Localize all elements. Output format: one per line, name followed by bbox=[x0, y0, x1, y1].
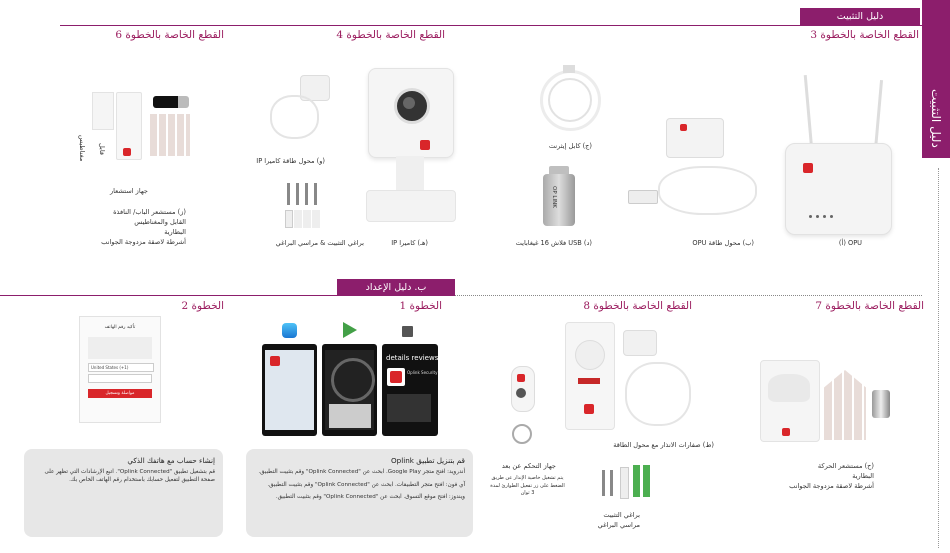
step2-phone-screenshot bbox=[79, 316, 161, 423]
side-tab bbox=[922, 0, 950, 158]
step2-info-box bbox=[24, 449, 223, 537]
item-d-label: (د) USB فلاش 16 غيغابايت bbox=[515, 239, 592, 247]
step8-screws-line-1: براغي التثبيت bbox=[603, 511, 640, 519]
camera-adapter-image bbox=[262, 70, 332, 145]
receiver-label: قابل bbox=[98, 143, 106, 155]
ios-phone-screenshot bbox=[262, 344, 317, 436]
top-banner-text: دليل التثبيت bbox=[836, 11, 884, 22]
step3-heading: القطع الخاصة بالخطوة 3 bbox=[810, 29, 919, 41]
step8-heading: القطع الخاصة بالخطوة 8 bbox=[583, 300, 692, 312]
side-tab-label: دليل التثبيت bbox=[929, 89, 943, 148]
step1-android-text: أندرويد: افتح متجر Google Play. ابحث عن "Oplink Connected" وقم بتثبيت التطبيق. bbox=[258, 469, 465, 475]
magnet-label: مغناطيس bbox=[78, 135, 86, 162]
step6-line-4: أشرطة لاصقة مزدوجة الجوانب bbox=[101, 238, 186, 246]
remote-title: جهاز التحكم عن بعد bbox=[501, 462, 556, 470]
step1-box-title: قم بتنزيل تطبيق Oplink bbox=[391, 456, 465, 465]
app-store-icon bbox=[282, 323, 297, 338]
step8-screws-image bbox=[600, 465, 655, 505]
middle-rule-left bbox=[0, 295, 455, 296]
step2-heading: الخطوة 2 bbox=[181, 300, 224, 312]
step2-phone-header: تأكيد رقم الهاتف bbox=[104, 325, 136, 330]
step6-line-1: (ز) مستشعر الباب/ النافذة bbox=[113, 208, 186, 216]
step2-body-text: قم بتشغيل تطبيق "Oplink Connected". اتبع الإرشادات التي تظهر على صفحة التطبيق لتفعيل حسابك باستخدام رقم الهاتف الخاص بك. bbox=[44, 469, 215, 483]
item-a-label: OPU (أ) bbox=[838, 239, 862, 247]
step7-line-2: البطارية bbox=[852, 472, 874, 480]
step2-country-field[interactable]: United States (+1) bbox=[88, 363, 154, 372]
side-dotted-rule bbox=[938, 168, 939, 548]
step4-heading: القطع الخاصة بالخطوة 4 bbox=[336, 29, 445, 41]
remote-desc: يتم تشغيل خاصية الإنذار عن طريق الضغط على زر تفعيل الطوارئ لمدة 3 ثوان bbox=[490, 475, 565, 496]
step1-heading: الخطوة 1 bbox=[399, 300, 442, 312]
section-b-banner bbox=[337, 279, 455, 295]
step6-line-2: القابل والمغناطيس bbox=[134, 218, 186, 226]
top-banner bbox=[800, 8, 920, 25]
item-f-label: (و) محول طاقة كاميرا IP bbox=[256, 157, 325, 165]
step7-line-1: (ح) مستشعر الحركة bbox=[817, 462, 874, 470]
store-details-text: details reviews bbox=[386, 354, 439, 362]
top-rule bbox=[60, 25, 922, 26]
store-app-name: Oplink Security bbox=[407, 370, 438, 375]
windows-phone-screenshot bbox=[382, 344, 438, 436]
opu-adapter-image bbox=[628, 118, 758, 233]
remote-image bbox=[508, 366, 538, 446]
step2-continue-button[interactable]: مواصلة وتسجيل bbox=[88, 389, 152, 398]
motion-sensor-image bbox=[760, 360, 895, 445]
step7-heading: القطع الخاصة بالخطوة 7 bbox=[815, 300, 924, 312]
opu-device-image bbox=[785, 75, 900, 235]
step1-info-box bbox=[246, 449, 473, 537]
usb-flash-image bbox=[541, 166, 579, 228]
google-play-icon bbox=[343, 322, 357, 338]
step6-heading: القطع الخاصة بالخطوة 6 bbox=[115, 29, 224, 41]
ethernet-cable-image bbox=[535, 65, 605, 135]
item-b-label: (ب) محول طاقة OPU bbox=[692, 239, 754, 247]
usb-op-logo: OP LINK bbox=[551, 186, 557, 208]
siren-image bbox=[565, 322, 695, 434]
screws-label: براغي التثبيت & مراسي البراغي bbox=[275, 239, 364, 247]
ip-camera-image bbox=[366, 68, 456, 228]
item-e-label: (هـ) كاميرا IP bbox=[391, 239, 428, 247]
siren-label: (ط) صفارات الانذار مع محول الطاقة bbox=[613, 441, 714, 449]
step8-screws-line-2: مراسي البراغي bbox=[597, 521, 640, 529]
item-c-label: (ج) كابل إيثرنت bbox=[548, 142, 592, 150]
screws-anchors-image bbox=[285, 183, 327, 228]
section-b-text: ب. دليل الإعداد bbox=[365, 281, 427, 293]
step1-windows-text: ويندوز: افتح موقع التسوق. ابحث عن "Oplink Connected" وقم بتثبيت التطبيق. bbox=[275, 494, 465, 501]
step7-line-3: أشرطة لاصقة مزدوجة الجوانب bbox=[789, 482, 874, 490]
android-phone-screenshot bbox=[322, 344, 377, 436]
step1-iphone-text: آي فون: افتح متجر التطبيقات. ابحث عن "Oplink Connected" وقم بتثبيت التطبيق. bbox=[267, 481, 465, 488]
step2-box-title: إنشاء حساب مع هاتفك الذكي bbox=[127, 456, 215, 465]
middle-rule-right bbox=[455, 295, 922, 296]
sensor-title: جهاز استشعار bbox=[109, 187, 148, 195]
windows-store-icon bbox=[402, 326, 413, 337]
step6-line-3: البطارية bbox=[164, 228, 186, 236]
